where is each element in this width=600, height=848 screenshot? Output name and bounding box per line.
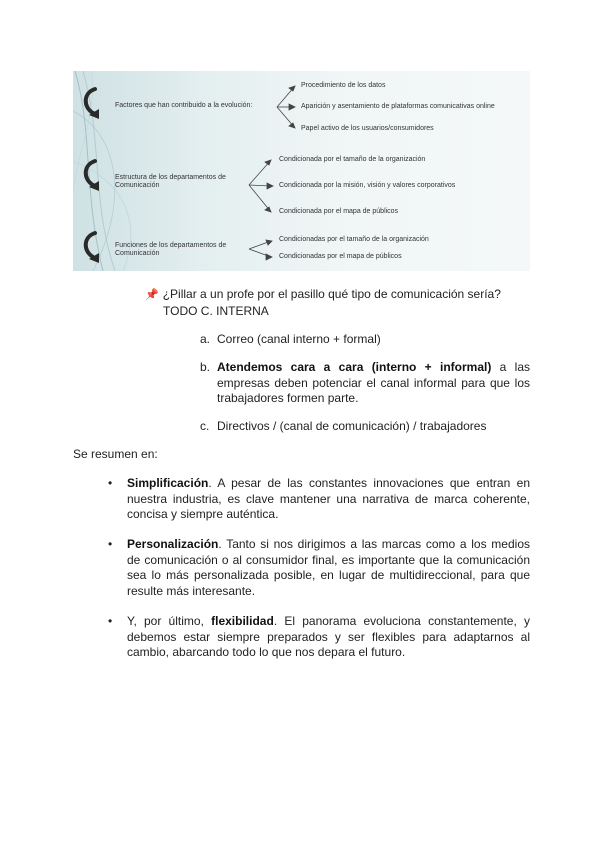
bullet-icon: • [108,537,113,551]
option-marker: c. [200,419,210,433]
diagram-item: Papel activo de los usuarios/consumidores [301,125,434,132]
option-bold: Atendemos cara a cara (interno + informal) [217,360,492,374]
bullet-keyword: Simplificación [127,476,209,490]
bullet-item [108,614,530,661]
question-answer: TODO C. INTERNA [163,303,269,318]
diagram-item: Condicionada por el mapa de públicos [279,208,399,215]
question-text: ¿Pillar a un profe por el pasillo qué tipo de comunicación sería? [162,287,501,301]
option-item [200,419,530,435]
option-text: Atendemos cara a cara (interno + informal) a las empresas deben potenciar el canal informal para que los trabajadores formen parte. [217,360,531,405]
question-block [145,287,530,319]
diagram-item: Aparición y asentamiento de plataformas comunicativas online [301,103,495,110]
bullet-text: Simplificación. A pesar de las constantes innovaciones que entran en nuestra industria, es clave mantener una narrativa de marca coherente, concisa y siempre auténtica. [127,476,530,521]
bullet-item [108,537,530,599]
pushpin-icon: 📌 [145,289,159,301]
diagram-row-label: Estructura de los departamentos de Comunicación [115,174,226,189]
diagram-row-label: Funciones de los departamentos de Comunicación [115,242,227,257]
option-marker: b. [200,360,211,374]
diagram-item: Procedimiento de los datos [301,82,386,89]
option-text: Directivos / (canal de comunicación) / trabajadores [217,419,487,433]
bullet-icon: • [108,614,113,628]
bullet-text: Personalización. Tanto si nos dirigimos a las marcas como a los medios de comunicación o al consumidor final, es importante que la comunicación sea lo más personalizada posible, en lugar de multidireccional, para que resulte más interesante. [127,537,530,598]
option-text: Correo (canal interno + formal) [217,332,381,346]
diagram-item: Condicionada por el tamaño de la organización [279,156,426,163]
diagram-item: Condicionada por la misión, visión y valores corporativos [279,182,456,189]
option-item [200,360,530,407]
bullet-item [108,476,530,523]
option-marker: a. [200,332,211,346]
bullet-text: Y, por último, flexibilidad. El panorama evoluciona constantemente, y debemos estar siempre preparados y ser flexibles para adaptarnos al cambio, abarcando todo lo que nos depara el futuro. [127,614,531,659]
bullet-keyword: flexibilidad [211,614,274,628]
summary-intro: Se resumen en: [73,447,158,461]
diagram-item: Condicionadas por el mapa de públicos [279,253,402,260]
concept-diagram [73,71,530,271]
diagram-row-label: Factores que han contribuido a la evolución: [115,102,253,109]
bullet-icon: • [108,476,113,490]
bullet-keyword: Personalización [127,537,219,551]
option-item [200,332,530,348]
diagram-item: Condicionadas por el tamaño de la organización [279,236,429,243]
